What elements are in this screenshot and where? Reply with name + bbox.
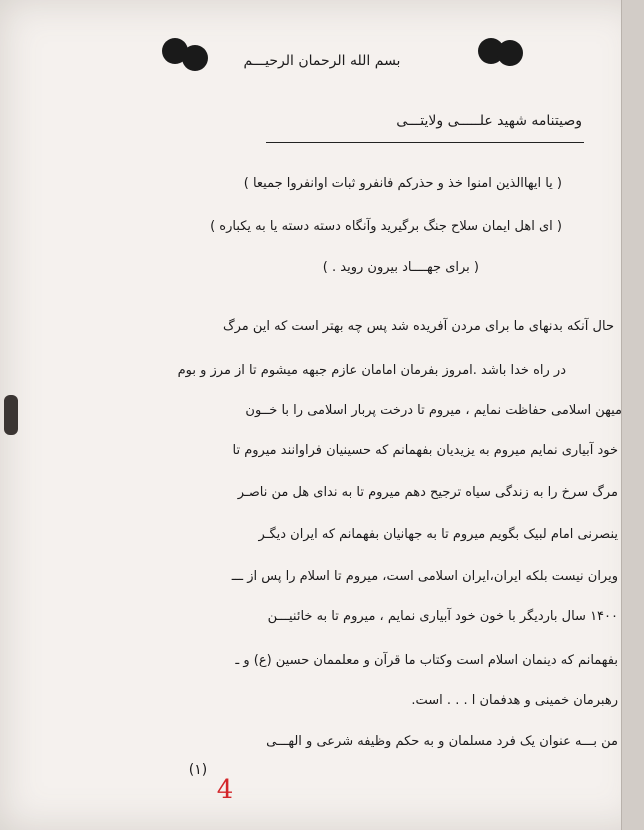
body-line-8: ۱۴۰۰ سال باردیگر با خون خود آبیاری نمایم ، میروم تا به خائنیـــن: [267, 609, 618, 624]
verse-line-1: ( یا ایهاالذین امنوا خذ و حذرکم فانفرو ثبات اوانفروا جمیعا ): [243, 176, 562, 191]
document-title: وصیتنامه شهید علـــــی ولایتـــی: [396, 113, 582, 129]
body-line-4: خود آبیاری نمایم میروم به یزیدیان بفهمانم که حسینیان فراوانند میروم تا: [232, 443, 618, 458]
body-line-6: ینصرنی امام لبیک بگویم میروم تا به جهانیان بفهمانم که ایران دیگـر: [258, 527, 618, 542]
body-line-7: ویران نیست بلکه ایران،ایران اسلامی است، میروم تا اسلام را پس از ـــ: [231, 569, 618, 584]
body-line-11: من بـــه عنوان یک فرد مسلمان و به حکم وظیفه شرعی و الهـــی: [266, 734, 618, 749]
body-line-2: در راه خدا باشد .امروز بفرمان امامان عازم جبهه میشوم تا از مرز و بوم: [177, 363, 566, 378]
verse-line-3: ( برای جهــــاد بیرون روید . ): [322, 260, 479, 275]
handwritten-annotation: 4: [216, 775, 234, 805]
ink-stain: [4, 395, 18, 435]
body-line-1: حال آنکه بدنهای ما برای مردن آفریده شد پس چه بهتر است که این مرگ: [222, 319, 614, 334]
page-edge-shadow: [621, 0, 644, 830]
verse-line-2: ( ای اهل ایمان سلاح جنگ برگیرید وآنگاه دسته دسته یا به یکباره ): [210, 219, 562, 234]
body-line-9: بفهمانم که دینمان اسلام است وکتاب ما قرآن و معلممان حسین (ع) و ـ: [235, 653, 618, 668]
body-line-10: رهبرمان خمینی و هدفمان ا . . . است.: [411, 693, 618, 708]
body-line-3: میهن اسلامی حفاظت نمایم ، میروم تا درخت پربار اسلامی را با خــون: [245, 403, 622, 418]
title-underline: [266, 142, 584, 143]
bismillah-heading: بسم الله الرحمان الرحیـــم: [243, 53, 401, 69]
page-number: (۱): [188, 762, 208, 778]
body-line-5: مرگ سرخ را به زندگی سیاه ترجیح دهم میروم تا به ندای هل من ناصـر: [237, 485, 618, 500]
